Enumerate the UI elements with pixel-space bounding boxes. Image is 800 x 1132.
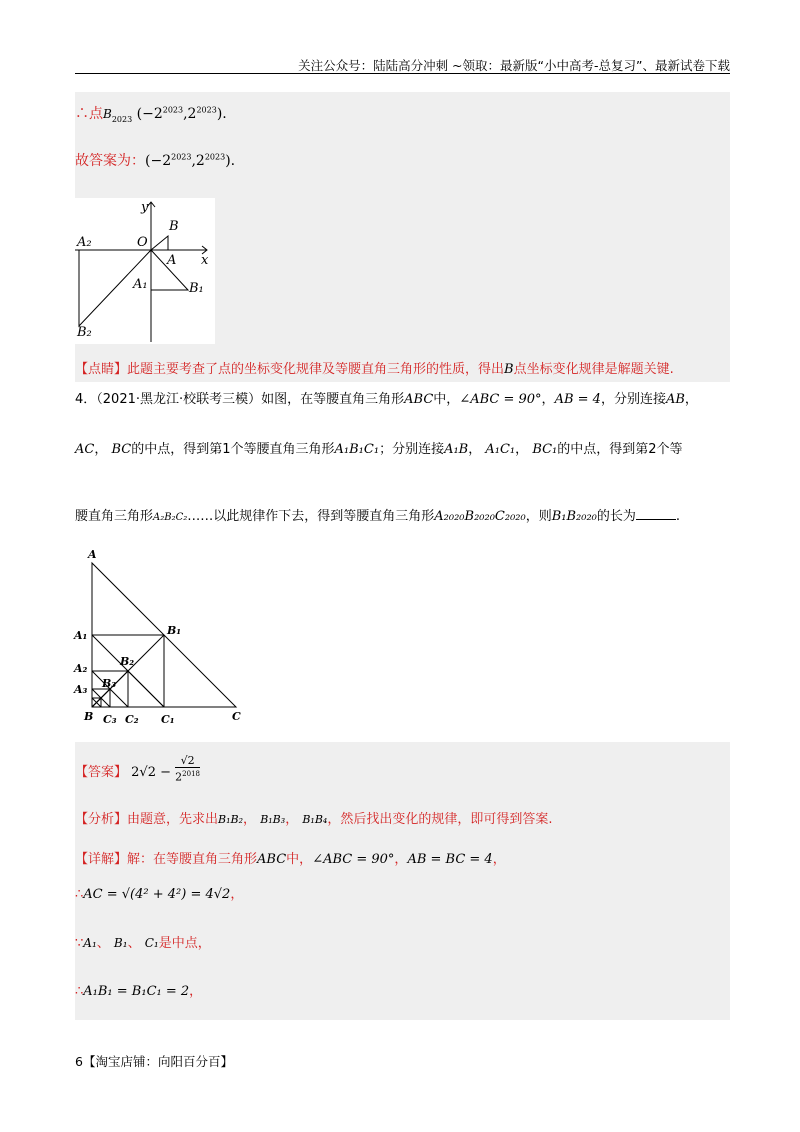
q-text: ，则 xyxy=(525,509,552,524)
label-a: A xyxy=(88,548,97,561)
detail-text: ， xyxy=(394,852,408,867)
q-bc: BC xyxy=(111,442,132,457)
detail-a1b1-eq: A₁B₁ = B₁C₁ = 2 xyxy=(83,984,190,999)
label-b2: B₂ xyxy=(120,655,135,668)
detail-abc: ABC xyxy=(257,852,287,867)
solution-line-2 xyxy=(75,150,235,170)
label-a2: A₂ xyxy=(74,662,88,675)
detail-text: 是中点， xyxy=(158,936,211,951)
coords-mid: ,2 xyxy=(183,106,197,122)
detail-ac-eq: AC = √(4² + 4²) = 4√2 xyxy=(83,887,231,902)
q-text: ， xyxy=(515,442,529,457)
comment-tag: 【点睛】 xyxy=(75,362,128,377)
page-footer: 6【淘宝店铺：向阳百分百】 xyxy=(75,1054,233,1069)
label-b1: B₁ xyxy=(189,281,204,296)
detail-line-4 xyxy=(75,980,202,999)
therefore-symbol: ∴ xyxy=(75,887,84,902)
label-b1: B₁ xyxy=(167,624,182,637)
label-a1: A₁ xyxy=(133,277,148,292)
q-a1b: A₁B xyxy=(444,442,469,457)
seg-b1b4: B₁B₄ xyxy=(302,813,328,826)
q-ac: AC xyxy=(75,442,95,457)
q-text: ， xyxy=(684,392,698,407)
label-a: A xyxy=(167,253,177,268)
point-c1: C₁ xyxy=(144,936,159,950)
exp1: 2023 xyxy=(162,105,184,115)
q-text: ，分别连接 xyxy=(600,392,666,407)
answer-blank xyxy=(636,507,676,520)
detail-angle: ∠ABC = 90° xyxy=(312,852,395,867)
point-sub: 2023 xyxy=(111,114,133,124)
q-ab2: AB xyxy=(665,392,685,407)
comment-text: 此题主要考查了点的坐标变化规律及等腰直角三角形的性质，得出 xyxy=(127,362,505,377)
coordinate-figure xyxy=(73,198,215,344)
analysis-text: 由题意，先求出 xyxy=(127,812,219,827)
fraction-denominator xyxy=(175,768,200,784)
label-a2: A₂ xyxy=(77,235,92,250)
den-base: 2 xyxy=(175,770,183,784)
fraction-numerator: √2 xyxy=(175,754,200,768)
triangle-figure xyxy=(72,545,252,725)
q-tri1: A₁B₁C₁ xyxy=(334,442,380,457)
detail-text: ， xyxy=(189,984,203,999)
because-symbol: ∵ xyxy=(75,936,84,951)
q-angle: ∠ABC = 90° xyxy=(459,392,542,407)
detail-tag: 【详解】 xyxy=(75,852,128,867)
answer-expr: 2√2 − xyxy=(131,765,172,781)
q-tri2: A₂B₂C₂ xyxy=(153,512,188,523)
point-b: B xyxy=(103,107,112,121)
coords-mid: ,2 xyxy=(191,153,205,169)
seg-b1b3: B₁B₃ xyxy=(260,813,286,826)
analysis-line xyxy=(75,808,552,827)
question-line-1 xyxy=(75,388,698,407)
sep: ， xyxy=(285,812,299,827)
q-text: 的中点，得到第2个等 xyxy=(557,442,683,457)
q-text: ……以此规律作下去，得到等腰直角三角形 xyxy=(187,509,435,524)
point-b1: B₁ xyxy=(113,936,128,950)
sep: 、 xyxy=(96,936,110,951)
q-text: ， xyxy=(541,392,555,407)
seg-b1b2: B₁B₂ xyxy=(218,813,244,826)
detail-line-2 xyxy=(75,883,243,902)
answer-line xyxy=(75,752,200,784)
label-b2: B₂ xyxy=(77,325,92,340)
label-c1: C₁ xyxy=(161,713,175,725)
therefore-symbol: ∴ xyxy=(75,984,84,999)
solution-line-1 xyxy=(75,103,227,124)
label-a3: A₃ xyxy=(74,683,88,696)
q-abc: ABC xyxy=(404,392,434,407)
answer-fraction xyxy=(175,754,200,784)
detail-text: 中， xyxy=(286,852,313,867)
q-text: ；分别连接 xyxy=(379,442,445,457)
detail-line-3 xyxy=(75,932,211,951)
point-a1: A₁ xyxy=(83,936,97,950)
q-text: 的长为 xyxy=(596,509,636,524)
detail-eq: AB = BC = 4 xyxy=(407,852,493,867)
question-number: 4． xyxy=(75,392,97,407)
q-text: ， xyxy=(94,442,108,457)
den-exp: 2018 xyxy=(182,770,200,778)
label-b: B xyxy=(84,710,94,723)
label-y: y xyxy=(141,200,149,215)
detail-text: ， xyxy=(230,887,244,902)
q-text: 如图，在等腰直角三角形 xyxy=(261,392,405,407)
detail-text: ， xyxy=(492,852,506,867)
label-c2: C₂ xyxy=(125,713,139,725)
comment-text2: 点坐标变化规律是解题关键. xyxy=(513,362,674,377)
label-b3: B₃ xyxy=(102,677,117,690)
label-x: x xyxy=(201,253,209,268)
label-c3: C₃ xyxy=(103,713,117,725)
sep: ， xyxy=(243,812,257,827)
q-text: 中， xyxy=(433,392,460,407)
detail-text: 解：在等腰直角三角形 xyxy=(127,852,258,867)
label-b: B xyxy=(169,219,179,234)
q-ab: AB = 4 xyxy=(554,392,601,407)
coords-end: ). xyxy=(225,153,236,169)
question-source: （2021·黑龙江·校联考三模） xyxy=(96,392,262,407)
answer-prefix: 故答案为： xyxy=(75,153,145,169)
sep: 、 xyxy=(127,936,141,951)
exp2: 2023 xyxy=(204,152,226,162)
q-seg: B₁B₂₀₂₀ xyxy=(551,509,597,524)
q-text: . xyxy=(675,509,681,524)
q-bc1: BC₁ xyxy=(532,442,558,457)
comment-var: B xyxy=(504,362,514,377)
q-a1c1: A₁C₁ xyxy=(485,442,516,457)
label-a1: A₁ xyxy=(74,629,88,642)
solution-block xyxy=(75,742,730,1020)
coords-open: (−2 xyxy=(145,153,172,169)
coords-open: (−2 xyxy=(136,106,163,122)
q-tri2020: A₂₀₂₀B₂₀₂₀C₂₀₂₀ xyxy=(434,509,526,524)
q-text: 腰直角三角形 xyxy=(75,509,154,524)
question-line-3 xyxy=(75,505,680,524)
exp1: 2023 xyxy=(171,152,192,162)
label-c: C xyxy=(232,710,241,723)
analysis-text2: ，然后找出变化的规律，即可得到答案. xyxy=(327,812,553,827)
analysis-tag: 【分析】 xyxy=(75,812,128,827)
page-header: 关注公众号：陆陆高分冲刺 ~领取：最新版“小中高考-总复习”、最新试卷下载 xyxy=(298,58,730,73)
q-text: 的中点，得到第1个等腰直角三角形 xyxy=(131,442,335,457)
comment-line xyxy=(75,358,674,377)
label-o: O xyxy=(137,235,148,250)
q-text: ， xyxy=(468,442,482,457)
therefore-text: ∴点 xyxy=(75,106,103,122)
question-line-2 xyxy=(75,438,683,457)
header-rule xyxy=(75,73,730,74)
detail-line-1 xyxy=(75,848,506,867)
answer-tag: 【答案】 xyxy=(75,765,128,781)
coords-end: ). xyxy=(216,106,227,122)
exp2: 2023 xyxy=(196,105,217,115)
